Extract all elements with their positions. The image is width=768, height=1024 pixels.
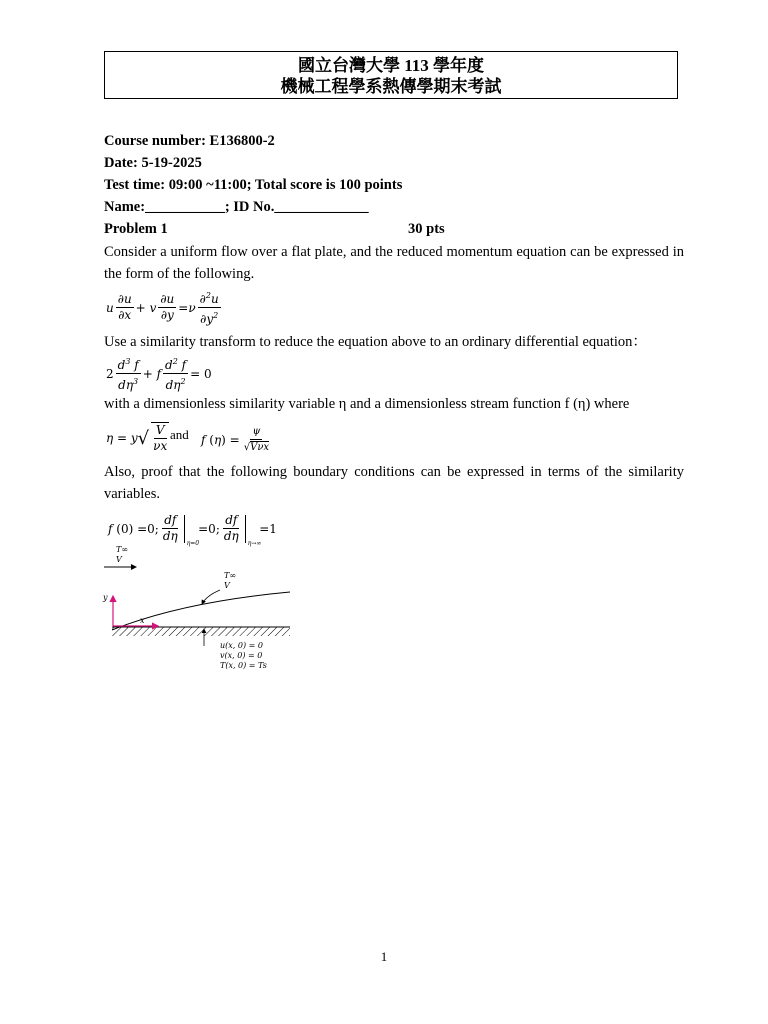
x-axis-label: x <box>140 616 145 625</box>
name-id-line: Name:___________; ID No._____________ <box>104 199 369 215</box>
exam-date: Date: 5-19-2025 <box>104 155 202 171</box>
ode-equation: 2 $\frac{d^3 f}{d\eta^3}$ + f $\frac{d^2 f}{d\eta^2}$ = 0 <box>106 354 212 393</box>
boundary-layer-edge <box>112 592 290 630</box>
bc-t-label: T(x, 0) = Ts <box>220 661 267 670</box>
y-axis-label: y <box>103 593 108 602</box>
similarity-variable-text: with a dimensionless similarity variable η and a dimensionless stream function f (η) where <box>104 396 630 412</box>
bc-u-label: u(x, 0) = 0 <box>220 641 263 650</box>
freestream-velocity-label: V <box>116 555 122 564</box>
problem-title: Problem 1 <box>104 221 168 237</box>
boundary-conditions-text: Also, proof that the following boundary conditions can be expressed in terms of the similarity variables. <box>104 464 684 502</box>
and-word: and <box>170 427 189 442</box>
exam-header-line2: 機械工程學系熱傳學期末考試 <box>280 77 502 96</box>
similarity-instruction: Use a similarity transform to reduce the equation above to an ordinary differential equation： <box>104 334 647 350</box>
exam-header-box <box>104 51 678 99</box>
exam-header-line1: 國立台灣大學 113 學年度 <box>297 56 485 75</box>
page-number: 1 <box>380 949 388 964</box>
course-number: Course number: E136800-2 <box>104 133 275 149</box>
edge-velocity-label: V <box>224 581 230 590</box>
freestream-temperature-label: T∞ <box>116 545 128 554</box>
test-time: Test time: 09:00 ~11:00; Total score is 100 points <box>104 177 403 193</box>
eta-definition: η = y √ $\frac{V}{\nu x}$ <box>106 423 168 453</box>
boundary-layer-figure <box>102 540 294 676</box>
flat-plate <box>112 627 290 636</box>
edge-temperature-label: T∞ <box>224 571 236 580</box>
momentum-equation: u $\frac{\partial u}{\partial x}$ + v $\frac{\partial u}{\partial y}$ = ν $\frac{\partial^2u}{\partial y^2}$ <box>106 288 223 327</box>
boundary-conditions-equation: f (0) =0; $\frac{df}{d\eta}$ η=0 =0; $\frac{df}{d\eta}$ η→∞ =1 <box>108 513 277 547</box>
problem-points: 30 pts <box>408 221 445 237</box>
problem-intro: Consider a uniform flow over a flat plate, and the reduced momentum equation can be expressed in the form of the following. <box>104 244 684 282</box>
f-definition: f ( η ) = $\frac{\psi}{\text{√Vνx}}$ <box>201 426 270 453</box>
bc-v-label: v(x, 0) = 0 <box>220 651 263 660</box>
